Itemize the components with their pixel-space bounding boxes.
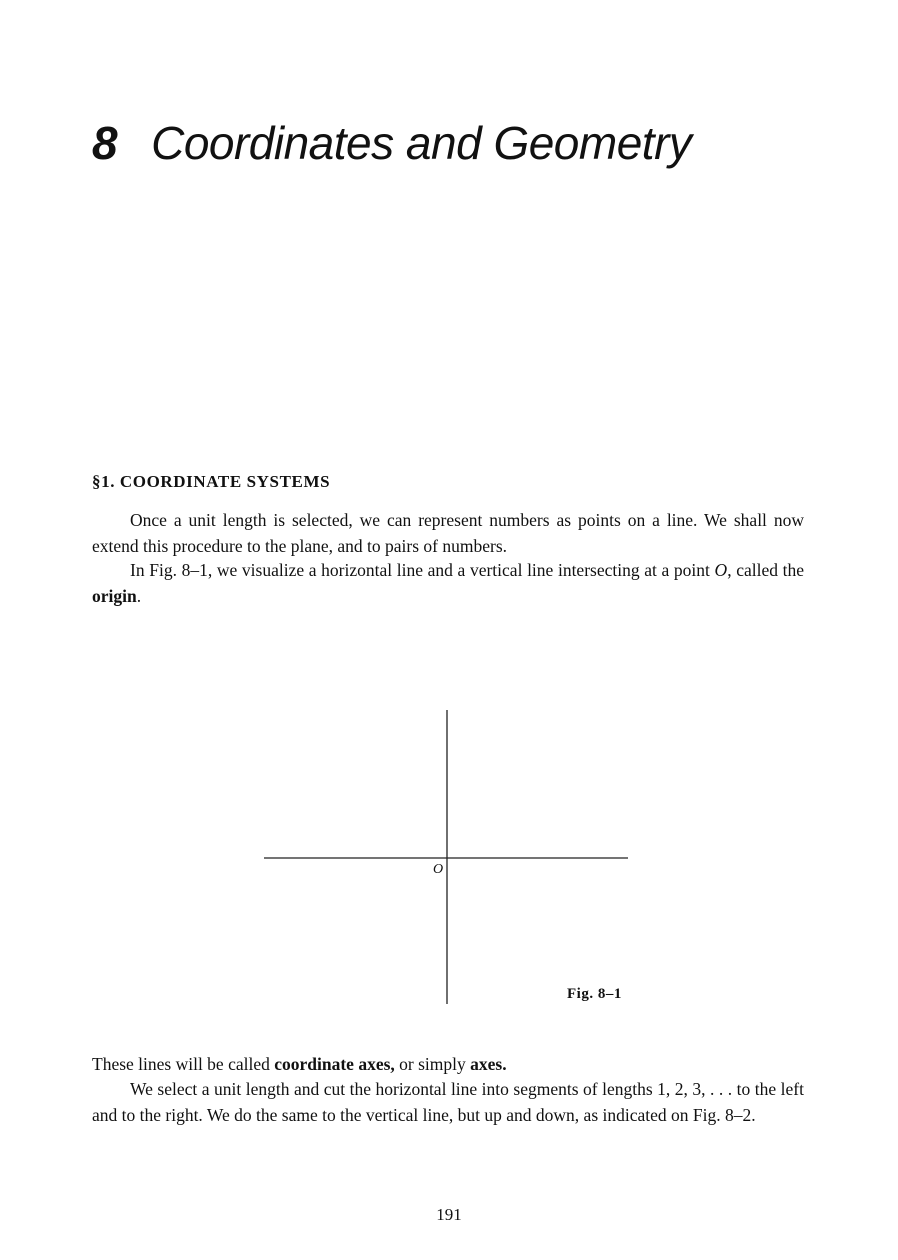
chapter-number: 8 — [92, 117, 118, 169]
paragraph-text: . — [136, 586, 142, 606]
section-heading: §1. COORDINATE SYSTEMS — [92, 472, 331, 491]
chapter-title-text: Coordinates and Geometry — [151, 117, 692, 169]
paragraph-text: or simply — [394, 1054, 471, 1074]
paragraph-axes-definition — [92, 1051, 804, 1077]
term-coordinate-axes: coordinate axes, — [274, 1054, 395, 1074]
origin-label: O — [433, 862, 444, 877]
term-origin: origin — [92, 586, 137, 606]
paragraph-text: , called the — [727, 560, 805, 580]
paragraph-text: In Fig. 8–1, we visualize a horizontal line and a vertical line intersecting at a point — [130, 560, 715, 580]
point-label: O — [714, 560, 728, 580]
axes-diagram — [260, 708, 660, 1008]
figure-caption: Fig. 8–1 — [567, 986, 622, 1002]
term-axes: axes. — [470, 1054, 507, 1074]
paragraph-text: These lines will be called — [92, 1054, 275, 1074]
chapter-title — [92, 117, 692, 169]
page-number: 191 — [436, 1205, 462, 1224]
paragraph-fig-intro — [92, 557, 804, 609]
figure-coordinate-axes — [260, 708, 660, 1008]
paragraph-unit-segments: We select a unit length and cut the horizontal line into segments of lengths 1, 2, 3, . . . to the left and to the right. We do the same to the vertical line, but up and down, as indicated on Fig. 8–2. — [92, 1079, 804, 1125]
paragraph-unit-length: Once a unit length is selected, we can represent numbers as points on a line. We shall now extend this procedure to the plane, and to pairs of numbers. — [92, 510, 804, 556]
